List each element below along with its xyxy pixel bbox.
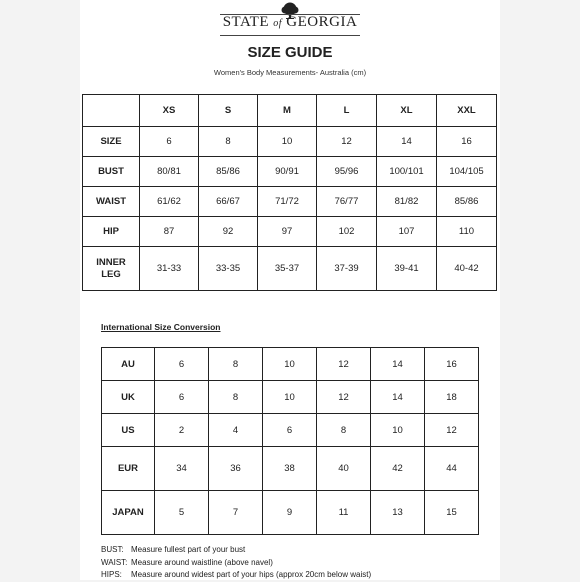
table-row xyxy=(83,157,497,187)
column-header: XS xyxy=(140,95,199,127)
table-cell: 40 xyxy=(317,447,371,491)
table-row xyxy=(83,217,497,247)
table-cell: 90/91 xyxy=(258,157,317,187)
table-cell: 12 xyxy=(425,414,479,447)
table-cell: 11 xyxy=(317,491,371,535)
column-header: S xyxy=(199,95,258,127)
corner-cell xyxy=(83,95,140,127)
table-cell: 6 xyxy=(263,414,317,447)
row-header: BUST xyxy=(83,157,140,187)
table-row xyxy=(83,187,497,217)
table-cell: 42 xyxy=(371,447,425,491)
table-cell: 13 xyxy=(371,491,425,535)
note-text: Measure fullest part of your bust xyxy=(131,545,246,554)
table-cell: 35-37 xyxy=(258,247,317,291)
table-cell: 14 xyxy=(371,381,425,414)
note-line xyxy=(101,544,371,557)
table-row xyxy=(102,447,479,491)
note-line xyxy=(101,557,371,570)
size-conversion-table xyxy=(101,347,479,535)
table-cell: 15 xyxy=(425,491,479,535)
table-cell: 31-33 xyxy=(140,247,199,291)
table-row xyxy=(102,414,479,447)
table-cell: 81/82 xyxy=(377,187,437,217)
table-cell: 12 xyxy=(317,127,377,157)
brand-name-post: GEORGIA xyxy=(286,14,358,30)
brand-logo xyxy=(218,14,362,31)
conversion-heading: International Size Conversion xyxy=(101,322,221,332)
table-cell: 80/81 xyxy=(140,157,199,187)
table-cell: 7 xyxy=(209,491,263,535)
table-cell: 10 xyxy=(263,348,317,381)
table-cell: 6 xyxy=(140,127,199,157)
table-cell: 104/105 xyxy=(437,157,497,187)
table-cell: 61/62 xyxy=(140,187,199,217)
table-cell: 10 xyxy=(258,127,317,157)
measurement-notes xyxy=(101,544,371,582)
note-key: BUST: xyxy=(101,545,124,554)
row-header: UK xyxy=(102,381,155,414)
table-cell: 8 xyxy=(209,348,263,381)
column-header: L xyxy=(317,95,377,127)
note-key: WAIST: xyxy=(101,557,128,567)
table-row xyxy=(102,381,479,414)
row-header: US xyxy=(102,414,155,447)
table-cell: 102 xyxy=(317,217,377,247)
table-cell: 16 xyxy=(425,348,479,381)
table-row xyxy=(102,491,479,535)
table-cell: 33-35 xyxy=(199,247,258,291)
row-header: SIZE xyxy=(83,127,140,157)
table-cell: 14 xyxy=(377,127,437,157)
table-row xyxy=(102,348,479,381)
row-header: INNER LEG xyxy=(83,247,140,291)
table-cell: 95/96 xyxy=(317,157,377,187)
table-cell: 40-42 xyxy=(437,247,497,291)
table-cell: 12 xyxy=(317,348,371,381)
table-cell: 2 xyxy=(155,414,209,447)
table-cell: 4 xyxy=(209,414,263,447)
table-cell: 8 xyxy=(317,414,371,447)
page-title: SIZE GUIDE xyxy=(247,44,333,61)
table-cell: 85/86 xyxy=(199,157,258,187)
logo-bottom-rule xyxy=(220,35,360,36)
table-cell: 76/77 xyxy=(317,187,377,217)
table-row xyxy=(83,247,497,291)
table-cell: 87 xyxy=(140,217,199,247)
table-cell: 38 xyxy=(263,447,317,491)
table-cell: 10 xyxy=(371,414,425,447)
table-cell: 6 xyxy=(155,381,209,414)
table-cell: 6 xyxy=(155,348,209,381)
note-text: Measure around widest part of your hips (approx 20cm below waist) xyxy=(131,570,372,579)
page-subtitle: Women's Body Measurements- Australia (cm) xyxy=(213,68,367,77)
table-cell: 107 xyxy=(377,217,437,247)
column-header: XXL xyxy=(437,95,497,127)
table-cell: 34 xyxy=(155,447,209,491)
column-header: M xyxy=(258,95,317,127)
row-header: AU xyxy=(102,348,155,381)
table-cell: 36 xyxy=(209,447,263,491)
table-cell: 5 xyxy=(155,491,209,535)
table-cell: 71/72 xyxy=(258,187,317,217)
table-row xyxy=(83,127,497,157)
table-cell: 10 xyxy=(263,381,317,414)
note-text: Measure around waistline (above navel) xyxy=(131,557,273,567)
table-cell: 39-41 xyxy=(377,247,437,291)
table-header-row xyxy=(83,95,497,127)
table-cell: 100/101 xyxy=(377,157,437,187)
table-cell: 110 xyxy=(437,217,497,247)
row-header: JAPAN xyxy=(102,491,155,535)
table-cell: 16 xyxy=(437,127,497,157)
row-header: HIP xyxy=(83,217,140,247)
table-cell: 18 xyxy=(425,381,479,414)
table-cell: 97 xyxy=(258,217,317,247)
note-key: HIPS: xyxy=(101,570,122,579)
table-cell: 66/67 xyxy=(199,187,258,217)
table-cell: 44 xyxy=(425,447,479,491)
body-measurements-table xyxy=(82,94,497,291)
table-cell: 92 xyxy=(199,217,258,247)
table-cell: 14 xyxy=(371,348,425,381)
table-cell: 9 xyxy=(263,491,317,535)
table-cell: 8 xyxy=(199,127,258,157)
row-header: WAIST xyxy=(83,187,140,217)
table-cell: 37-39 xyxy=(317,247,377,291)
table-cell: 12 xyxy=(317,381,371,414)
column-header: XL xyxy=(377,95,437,127)
brand-name-pre: STATE xyxy=(222,14,270,30)
table-cell: 85/86 xyxy=(437,187,497,217)
brand-name-of: of xyxy=(273,18,283,29)
table-cell: 8 xyxy=(209,381,263,414)
row-header: EUR xyxy=(102,447,155,491)
